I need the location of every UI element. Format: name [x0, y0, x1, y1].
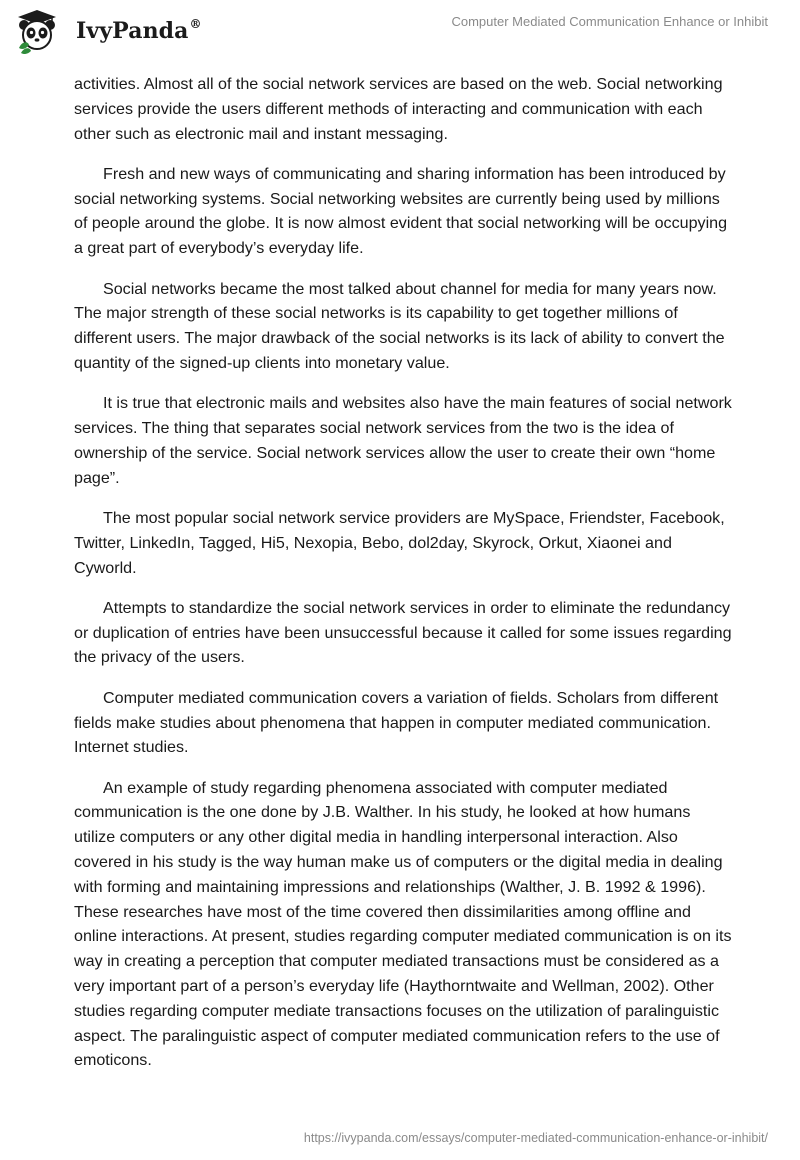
- paragraph: It is true that electronic mails and websites also have the main features of social network services. The thing that separates social network services from the two is the idea of ownership of the service. Social network services allow the user to create their own “home page”.: [74, 394, 732, 487]
- paragraph: Fresh and new ways of communicating and sharing information has been introduced by social networking systems. Social networking websites are currently being used by millions of people around the globe. It is now almost evident that social networking will be occupying a great part of everybody’s everyday life.: [74, 164, 728, 258]
- source-url: https://ivypanda.com/essays/computer-mediated-communication-enhance-or-inhibit/: [303, 1131, 768, 1145]
- document-title: Computer Mediated Communication Enhance or Inhibit: [451, 14, 768, 29]
- page-header: [0, 0, 800, 70]
- essay-body: [74, 72, 734, 1089]
- paragraph: activities. Almost all of the social network services are based on the web. Social networking services provide the users different methods of interacting and communication with each other such as electronic mail and instant messaging.: [74, 75, 723, 143]
- paragraph: An example of study regarding phenomena associated with computer mediated communication is the one done by J.B. Walther. In his study, he looked at how humans utilize computers or any other digital media in handling interpersonal interaction. Also covered in his study is the way human make us of computers or the digital media in dealing with forming and maintaining impressions and relationships (Walther, J. B. 1992 & 1996). These researches have most of the time covered then dissimilarities among offline and online interactions. At present, studies regarding computer mediated communication is on its way in creating a perception that computer mediated transactions must be considered as a very important part of a person’s everyday life (Haythorntwaite and Wellman, 2002). Other studies regarding computer mediate transactions focuses on the utilization of paralinguistic aspect. The paralinguistic aspect of computer mediated communication refers to the use of emoticons.: [74, 778, 732, 1070]
- ivypanda-logo-icon[interactable]: [16, 8, 58, 54]
- paragraph: Social networks became the most talked about channel for media for many years now. The major strength of these social networks is its capability to get together millions of different users. The major drawback of the social networks is its lack of ability to convert the quantity of the signed-up clients into monetary value.: [74, 279, 725, 372]
- paragraph: The most popular social network service providers are MySpace, Friendster, Facebook, Twitter, LinkedIn, Tagged, Hi5, Nexopia, Bebo, dol2day, Skyrock, Orkut, Xiaonei and Cyworld.: [74, 508, 725, 577]
- paragraph: Computer mediated communication covers a variation of fields. Scholars from different fields make studies about phenomena that happen in computer mediated communication. Internet studies.: [74, 688, 719, 757]
- paragraph: Attempts to standardize the social network services in order to eliminate the redundancy or duplication of entries have been unsuccessful because it called for some issues regarding the privacy of the users.: [74, 598, 732, 667]
- brand-name[interactable]: IvyPanda®: [76, 16, 202, 44]
